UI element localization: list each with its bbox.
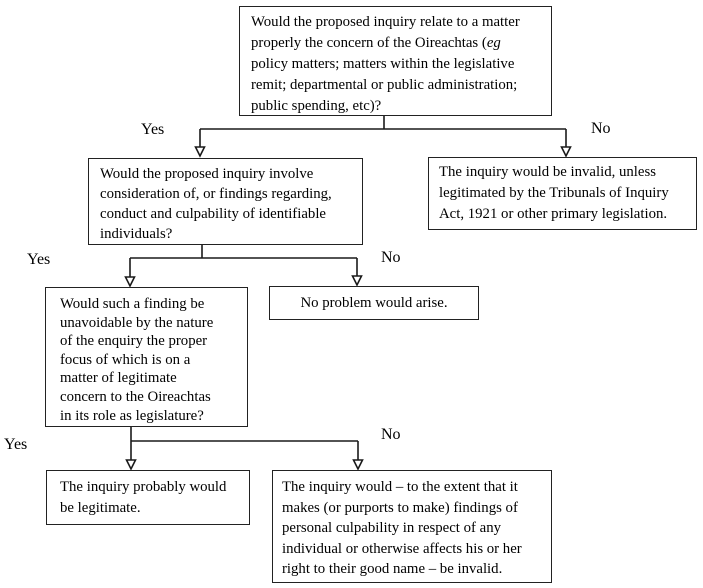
branch-label-yes-level2: Yes: [27, 251, 51, 268]
question-oireachtas-matter-box: Would the proposed inquiry relate to a matter properly the concern of the Oireachtas (eg policy matters; matters within the legislative remit; departmental or public administration; public spending, etc)?: [239, 6, 552, 116]
question-finding-unavoidable-box: Would such a finding be unavoidable by the nature of the enquiry the proper focus of which is on a matter of legitimate concern to the Oireachtas in its role as legislature?: [45, 287, 248, 427]
outcome-invalid-to-extent-box: The inquiry would – to the extent that it makes (or purports to make) findings of personal culpability in respect of any individual or otherwise affects his or her right to their good name – be invalid.: [272, 470, 552, 583]
branch-label-no-level3: No: [381, 426, 401, 443]
outcome-invalid-unless-tribunals-box: The inquiry would be invalid, unless legitimated by the Tribunals of Inquiry Act, 1921 or other primary legislation.: [428, 157, 697, 230]
branch-label-no-level1: No: [591, 120, 611, 137]
connector-q3-branches: [131, 427, 358, 460]
outcome-no-problem-box: No problem would arise.: [269, 286, 479, 320]
connector-q1-branches: [200, 116, 566, 147]
outcome-probably-legitimate-box: The inquiry probably would be legitimate.: [46, 470, 250, 525]
branch-label-yes-level3: Yes: [4, 436, 28, 453]
branch-label-yes-level1: Yes: [141, 121, 165, 138]
question-individual-culpability-box: Would the proposed inquiry involve consideration of, or findings regarding, conduct and culpability of identifiable individuals?: [88, 158, 363, 245]
branch-label-no-level2: No: [381, 249, 401, 266]
connector-q2-branches: [130, 245, 357, 277]
